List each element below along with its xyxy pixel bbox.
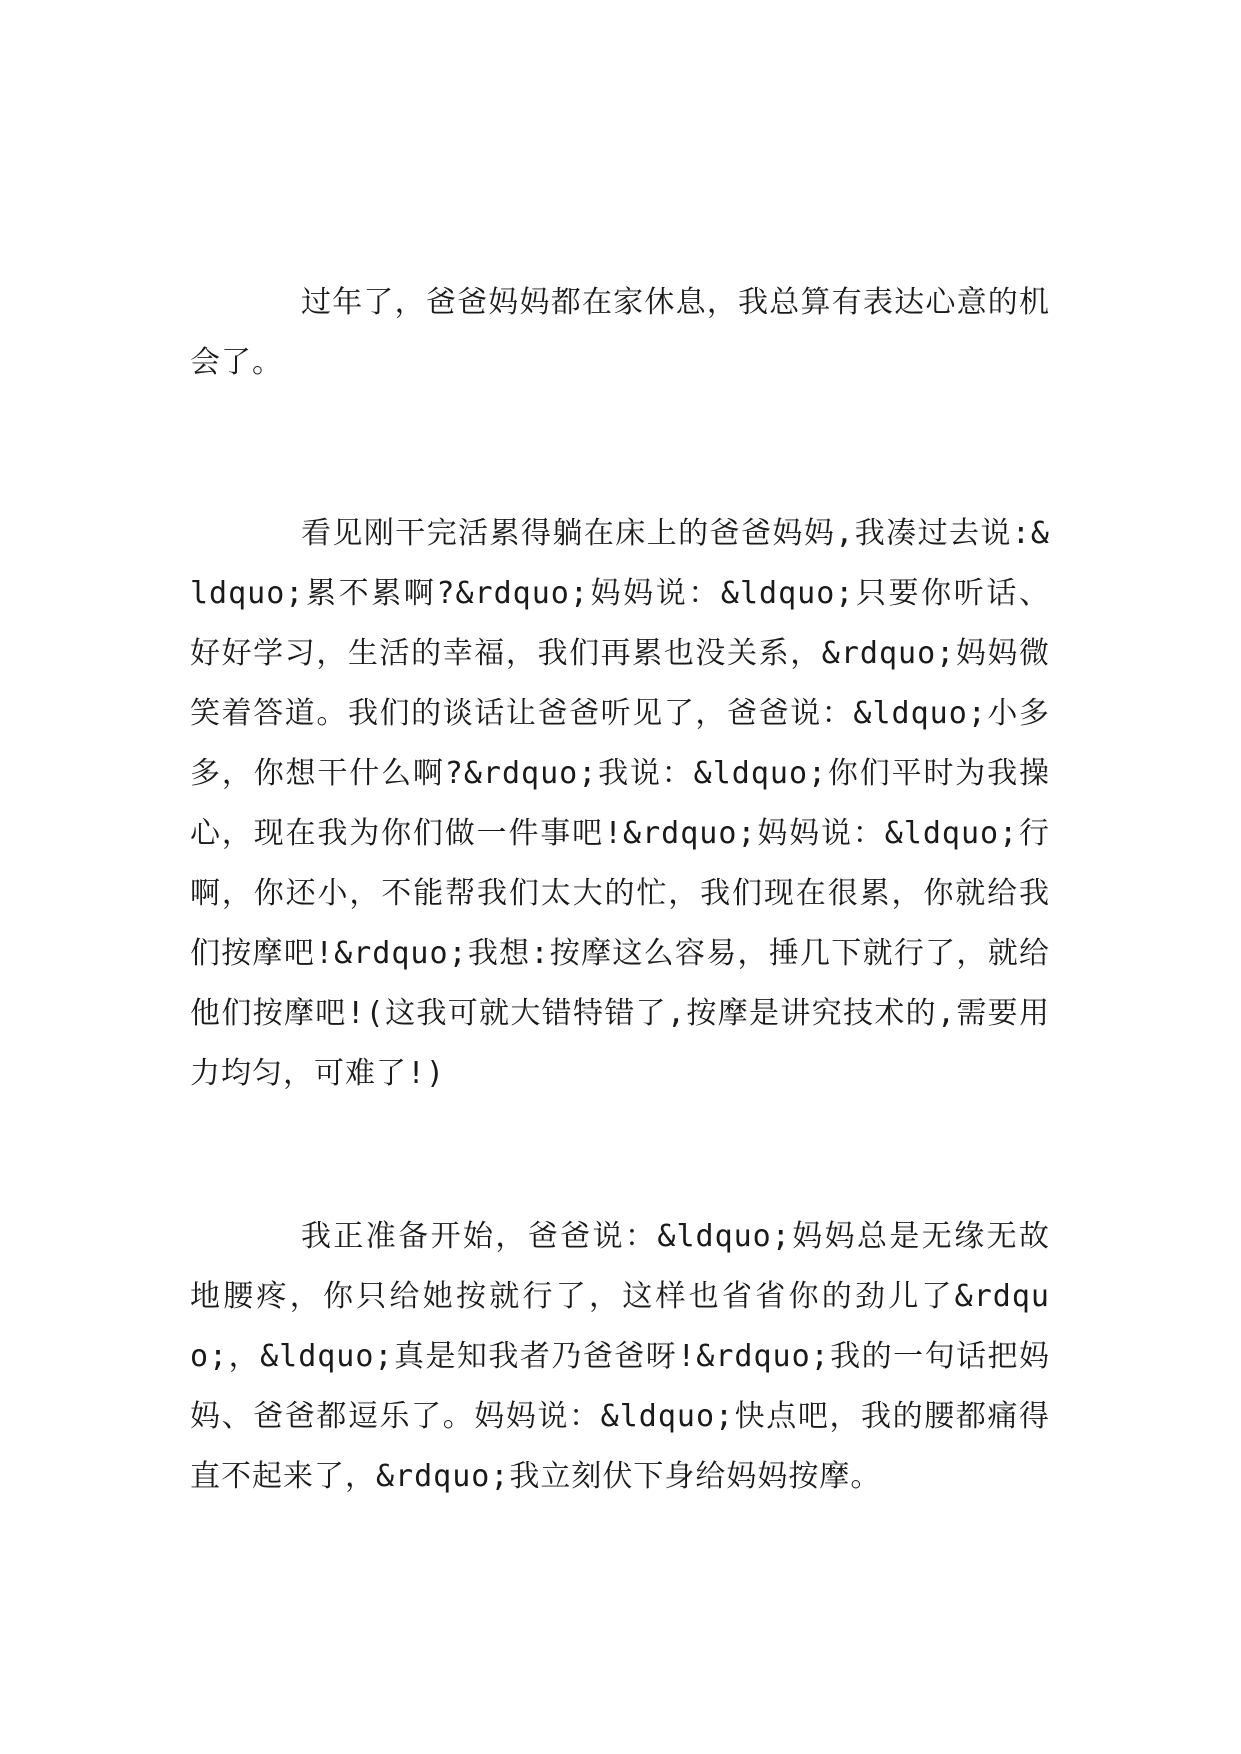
paragraph-2: 看见刚干完活累得躺在床上的爸爸妈妈,我凑过去说:&ldquo;累不累啊?&rdquo;妈妈说：&ldquo;只要你听话、好好学习，生活的幸福，我们再累也没关系，&rdquo;妈妈微笑着答道。我们的谈话让爸爸听见了，爸爸说：&ldquo;小多多，你想干什么啊?&rdquo;我说：&ldquo;你们平时为我操心，现在我为你们做一件事吧!&rdquo;妈妈说：&ldquo;行啊，你还小，不能帮我们太大的忙，我们现在很累，你就给我们按摩吧!&rdquo;我想:按摩这么容易，捶几下就行了，就给他们按摩吧!(这我可就大错特错了,按摩是讲究技术的,需要用力均匀，可难了!) xyxy=(190,516,1050,1091)
paragraph-1: 过年了，爸爸妈妈都在家休息，我总算有表达心意的机会了。 xyxy=(190,285,1050,380)
paragraph-3: 我正准备开始，爸爸说：&ldquo;妈妈总是无缘无故地腰疼，你只给她按就行了，这样也省省你的劲儿了&rdquo;，&ldquo;真是知我者乃爸爸呀!&rdquo;我的一句话把妈妈、爸爸都逗乐了。妈妈说：&ldquo;快点吧，我的腰都痛得直不起来了，&rdquo;我立刻伏下身给妈妈按摩。 xyxy=(190,1219,1050,1494)
